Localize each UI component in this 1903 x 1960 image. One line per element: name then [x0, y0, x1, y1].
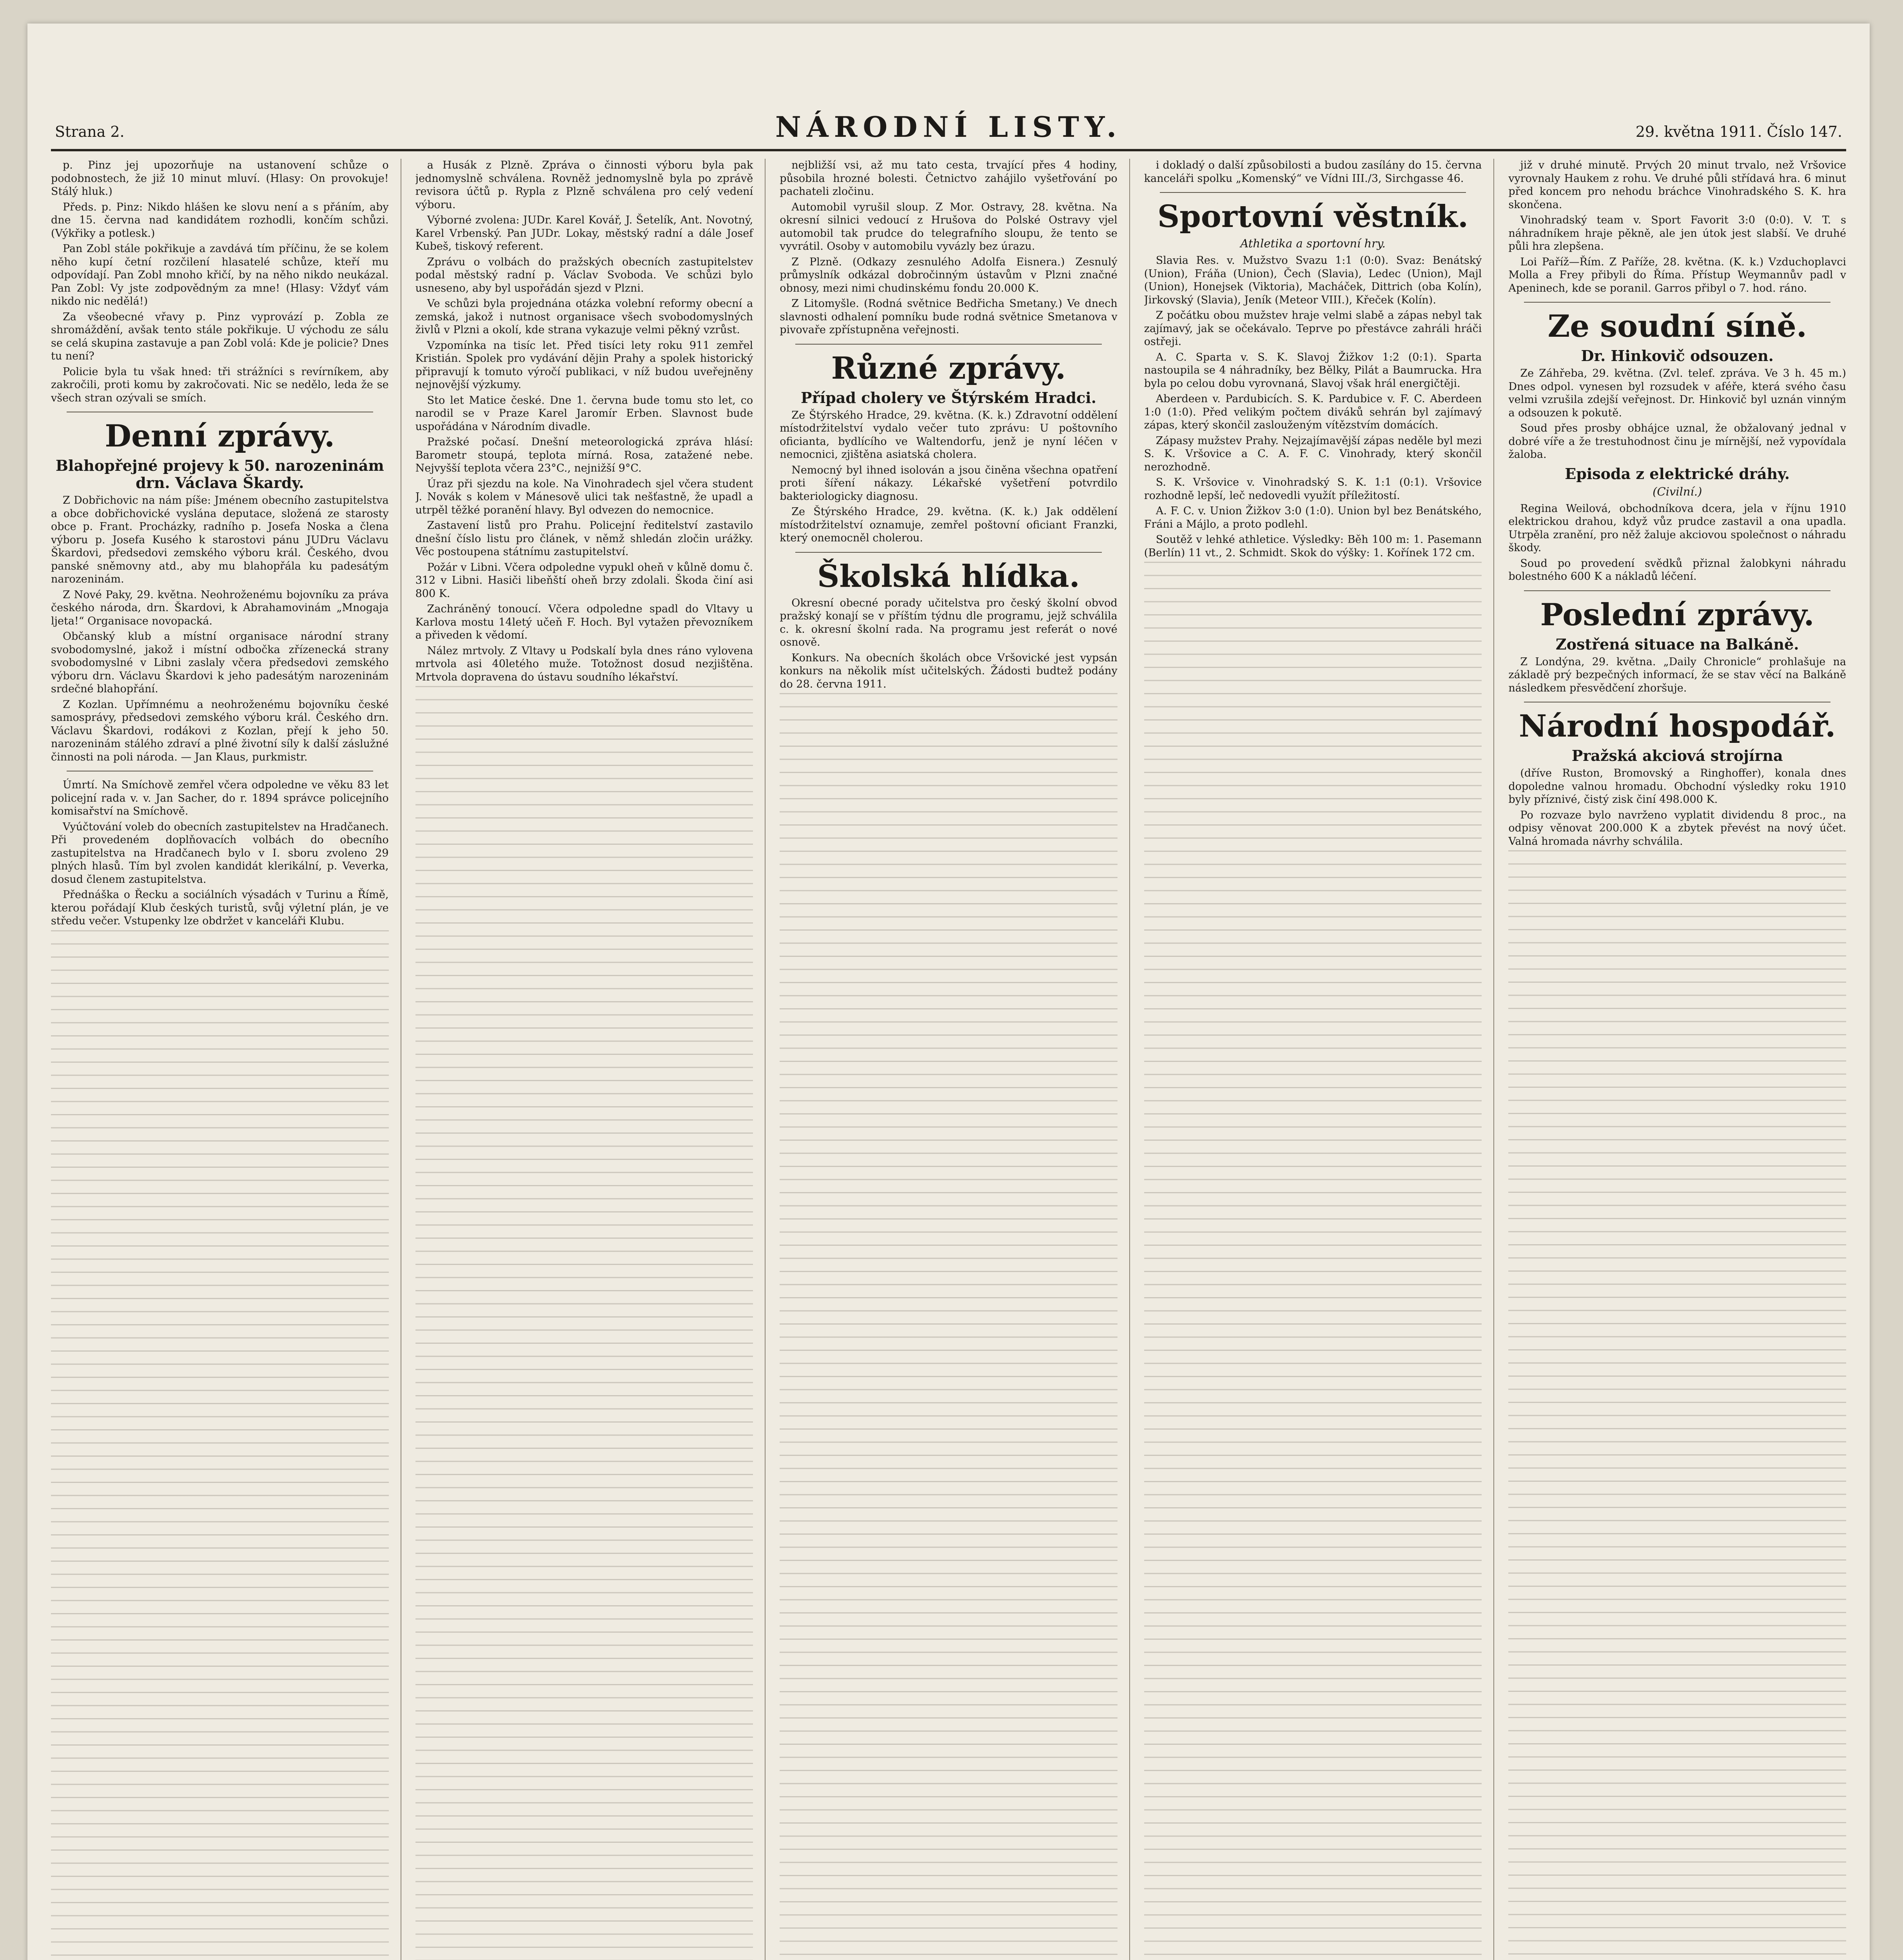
article-heading: Episoda z elektrické dráhy.	[1565, 465, 1790, 483]
article-paragraph: Pražské počasí. Dnešní meteorologická zpráva hlásí: Barometr stoupá, teplota mírná. Rosa, zatažené nebe. Nejvyšší teplota včera 23°C., nejnižší 9°C.	[415, 436, 753, 474]
article-paragraph: Z Litomyšle. (Rodná světnice Bedřicha Smetany.) Ve dnech slavnosti odhalení pomníku bude rodná světnice Smetanova v pivovaře zpřístupněna veřejnosti.	[780, 298, 1117, 336]
article-paragraph: Nález mrtvoly. Z Vltavy u Podskalí byla dnes ráno vylovena mrtvola asi 40letého muže. Totožnost dosud nezjištěna. Mrtvola dopravena do ústavu soudního lékařství.	[415, 644, 753, 683]
article-paragraph: Z Plzně. (Odkazy zesnulého Adolfa Eisnera.) Zesnulý průmyslník odkázal dobročinným ústavům v Plzni značné obnosy, mezi nimi chudinskému fondu 20.000 K.	[780, 256, 1117, 294]
column-4	[1144, 159, 1495, 1960]
article-paragraph: Aberdeen v. Pardubicích. S. K. Pardubice v. F. C. Aberdeen 1:0 (1:0). Před velikým počtem diváků sehrán byl zajímavý zápas, který skončil zaslouženým vítězstvím domácích.	[1144, 393, 1482, 431]
issue-date: 29. května 1911. Číslo 147.	[1635, 123, 1842, 140]
article-paragraph: Zprávu o volbách do pražských obecních zastupitelstev podal městský radní p. Václav Svoboda. Ve schůzi bylo usneseno, aby byl uspořádán sjezd v Plzni.	[415, 256, 753, 294]
article-heading: Zostřená situace na Balkáně.	[1555, 635, 1799, 653]
article-heading: Případ cholery ve Štýrském Hradci.	[801, 388, 1096, 407]
subsection-heading: (Civilní.)	[1653, 485, 1702, 498]
column-5	[1508, 159, 1846, 1960]
article-paragraph: Zápasy mužstev Prahy. Nejzajímavější zápas neděle byl mezi S. K. Vršovice a C. A. F. C. Vinohrady, který skončil nerozhodně.	[1144, 434, 1482, 473]
article-paragraph: Vzpomínka na tisíc let. Před tisíci lety roku 911 zemřel Kristián. Spolek pro vydávání dějin Prahy a spolek historický připravují k tomuto výročí publikaci, v níž budou uveřejněny nejnovější výzkumy.	[415, 339, 753, 391]
article-heading: Blahopřejné projevy k 50. narozeninám drn. Václava Škardy.	[55, 457, 384, 492]
section-heading: Ze soudní síně.	[1547, 309, 1807, 344]
article-paragraph: Nemocný byl ihned isolován a jsou činěna všechna opatření proti šíření nákazy. Lékařské vyšetření potvrdilo bakteriologicky diagnosu.	[780, 464, 1117, 503]
article-paragraph: Slavia Res. v. Mužstvo Svazu 1:1 (0:0). Svaz: Benátský (Union), Fráňa (Union), Čech (Slavia), Ledec (Union), Majl (Union), Honejsek (Viktoria), Macháček, Dittrich (oba Kolín), Jirkovský (Slavia), Jeník (Meteor VIII.), Křeček (Kolín).	[1144, 254, 1482, 306]
masthead	[51, 102, 1846, 151]
article-paragraph: S. K. Vršovice v. Vinohradský S. K. 1:1 (0:1). Vršovice rozhodně lepší, leč nedovedli využít příležitostí.	[1144, 476, 1482, 502]
column-1	[51, 159, 401, 1960]
page-number: Strana 2.	[55, 123, 125, 140]
divider	[1524, 302, 1830, 303]
article-paragraph: (dříve Ruston, Bromovský a Ringhoffer), konala dnes dopoledne valnou hromadu. Obchodní výsledky roku 1910 byly příznivé, čistý zisk činí 498.000 K.	[1508, 767, 1846, 806]
article-paragraph: Ze Záhřeba, 29. května. (Zvl. telef. zpráva. Ve 3 h. 45 m.) Dnes odpol. vynesen byl rozsudek v aféře, která svého času velmi vzrušila zdejší veřejnost. Dr. Hinkovič byl uznán vinným a odsouzen k pokutě.	[1508, 367, 1846, 419]
newspaper-title: NÁRODNÍ LISTY.	[775, 110, 1122, 143]
article-paragraph: Soud přes prosby obhájce uznal, že obžalovaný jednal v dobré víře a že trestuhodnost činu je mírnější, než vypovídala žaloba.	[1508, 422, 1846, 461]
divider	[1524, 590, 1830, 591]
article-paragraph: Požár v Libni. Včera odpoledne vypukl oheň v kůlně domu č. 312 v Libni. Hasiči libeňští oheň brzy zdolali. Škoda činí asi 800 K.	[415, 561, 753, 600]
newspaper-page	[27, 24, 1870, 1960]
article-paragraph: Zachráněný tonoucí. Včera odpoledne spadl do Vltavy u Karlova mostu 14letý učeň F. Hoch. Byl vytažen převozníkem a přiveden k vědomí.	[415, 603, 753, 641]
article-paragraph: Po rozvaze bylo navrženo vyplatit dividendu 8 proc., na odpisy věnovat 200.000 K a zbytek převést na nový účet. Valná hromada návrhy schválila.	[1508, 809, 1846, 848]
article-paragraph: Soud po provedení svědků přiznal žalobkyni náhradu bolestného 600 K a nákladů léčení.	[1508, 557, 1846, 583]
article-paragraph: Okresní obecné porady učitelstva pro český školní obvod pražský konají se v příštím týdnu dle programu, jejž schválila c. k. okresní školní rada. Na programu jest referát o nové osnově.	[780, 597, 1117, 648]
article-paragraph: Konkurs. Na obecních školách obce Vršovické jest vypsán konkurs na několik míst učitelských. Žádosti budtež podány do 28. června 1911.	[780, 652, 1117, 690]
article-paragraph: Úraz při sjezdu na kole. Na Vinohradech sjel včera student J. Novák s kolem v Mánesově ulici tak nešťastně, že upadl a utrpěl těžké poranění hlavy. Byl odvezen do nemocnice.	[415, 477, 753, 516]
article-heading: Dr. Hinkovič odsouzen.	[1581, 347, 1774, 365]
article-paragraph: již v druhé minutě. Prvých 20 minut trvalo, než Vršovice vyrovnaly Haukem z rohu. Ve druhé půli střídavá hra. 6 minut před koncem pro nehodu bráchce Vinohradského S. K. hra skončena.	[1508, 159, 1846, 211]
text-continuation	[415, 686, 753, 1960]
article-paragraph: Zastavení listů pro Prahu. Policejní ředitelství zastavilo dnešní číslo listu pro článek, v němž shledán zločin urážky. Věc postoupena státnímu zastupitelství.	[415, 519, 753, 558]
article-paragraph: Z Londýna, 29. května. „Daily Chronicle“ prohlašuje na základě prý bezpečných informací, že se stav věcí na Balkáně následkem přesvědčení zhoršuje.	[1508, 655, 1846, 694]
article-paragraph: Ze Štýrského Hradce, 29. května. (K. k.) Zdravotní oddělení místodržitelství vydalo večer tuto zprávu: U poštovního oficianta, bydlícího ve Waltendorfu, jenž je nyní léčen v nemocnici, zjištěna asiatská cholera.	[780, 409, 1117, 461]
section-heading: Poslední zprávy.	[1540, 597, 1814, 633]
article-paragraph: Z Nové Paky, 29. května. Neohroženému bojovníku za práva českého národa, drn. Škardovi, k Abrahamovinám „Mnogaja ljeta!“ Organisace novopacká.	[51, 588, 389, 627]
article-columns	[51, 159, 1846, 1960]
article-paragraph: Regina Weilová, obchodníkova dcera, jela v říjnu 1910 elektrickou drahou, když vůz prudce zastavil a ona upadla. Utrpěla zranění, pro něž žaluje akciovou společnost o náhradu škody.	[1508, 502, 1846, 554]
subsection-heading: Athletika a sportovní hry.	[1240, 237, 1386, 250]
article-paragraph: a Husák z Plzně. Zpráva o činnosti výboru byla pak jednomyslně schválena. Rovněž jednomyslně byla po zprávě revisora účtů p. Rypla z Plzně schválena pro celý vedení výboru.	[415, 159, 753, 211]
column-2	[415, 159, 766, 1960]
divider	[1160, 192, 1466, 193]
article-paragraph: p. Pinz jej upozorňuje na ustanovení schůze o podobnostech, že již 10 minut mluví. (Hlasy: On provokuje! Stálý hluk.)	[51, 159, 389, 198]
article-paragraph: A. C. Sparta v. S. K. Slavoj Žižkov 1:2 (0:1). Sparta nastoupila se 4 náhradníky, bez Bělky, Pilát a Baumrucka. Hra byla po celou dobu vyrovnaná, Slavoj však hrál energičtěji.	[1144, 351, 1482, 390]
article-paragraph: Za všeobecné vřavy p. Pinz vyprovází p. Zobla ze shromáždění, avšak tento stále pokřikuje. U východu ze sálu se celá skupina zastavuje a pan Zobl volá: Kde je policie? Dnes tu není?	[51, 310, 389, 362]
article-paragraph: Automobil vyrušil sloup. Z Mor. Ostravy, 28. května. Na okresní silnici vedoucí z Hrušova do Polské Ostravy vjel automobil tak prudce do telegrafního sloupu, že tento se vyvrátil. Osoby v automobilu vyvázly bez úrazu.	[780, 201, 1117, 252]
article-paragraph: Výborné zvolena: JUDr. Karel Kovář, J. Šetelík, Ant. Novotný, Karel Vrbenský. Pan JUDr. Lokay, městský radní a dále Josef Kubeš, tiskový referent.	[415, 214, 753, 252]
text-continuation	[51, 930, 389, 1960]
article-paragraph: Vyúčtování voleb do obecních zastupitelstev na Hradčanech. Při provedeném doplňovacích volbách do obecního zastupitelstva na Hradčanech bylo v I. sboru zvoleno 29 plných hlasů. Tím byl zvolen kandidát klerikální, p. Veverka, dosud členem zastupitelstva.	[51, 820, 389, 886]
article-paragraph: Z počátku obou mužstev hraje velmi slabě a zápas nebyl tak zajímavý, jak se očekávalo. Teprve po přestávce zahráli hráči ostřeji.	[1144, 309, 1482, 348]
article-paragraph: Sto let Matice české. Dne 1. června bude tomu sto let, co narodil se v Praze Karel Jaromír Erben. Slavnost bude uspořádána v Národním divadle.	[415, 394, 753, 433]
article-paragraph: Předs. p. Pinz: Nikdo hlášen ke slovu není a s přáním, aby dne 15. června nad kandidátem rozhodli, končím schůzi. (Výkřiky a potlesk.)	[51, 201, 389, 240]
article-paragraph: Vinohradský team v. Sport Favorit 3:0 (0:0). V. T. s náhradníkem hraje pěkně, ale jen útok jest slabší. Ve druhé půli hra zlepšena.	[1508, 214, 1846, 252]
section-heading: Školská hlídka.	[817, 558, 1080, 594]
article-paragraph: Soutěž v lehké athletice. Výsledky: Běh 100 m: 1. Pasemann (Berlín) 11 vt., 2. Schmidt. Skok do výšky: 1. Kořínek 172 cm.	[1144, 534, 1482, 559]
divider	[795, 552, 1102, 553]
divider	[795, 344, 1102, 345]
text-continuation	[1508, 850, 1846, 1960]
article-paragraph: Pan Zobl stále pokřikuje a zavdává tím příčinu, že se kolem něho kupí četní rozčilení hlasatelé schůze, kteří mu odpovídají. Pan Zobl mnoho křičí, by na něho nikdo neukázal. Pan Zobl: Vy jste zodpovědným za mne! (Hlasy: Vždyť vám nikdo nic nedělá!)	[51, 243, 389, 307]
article-paragraph: nejbližší vsi, až mu tato cesta, trvající přes 4 hodiny, působila hrozné bolesti. Četnictvo zahájilo vyšetřování po pachateli zločinu.	[780, 159, 1117, 198]
section-heading: Sportovní věstník.	[1157, 199, 1469, 234]
article-paragraph: Z Kozlan. Upřímnému a neohroženému bojovníku české samosprávy, předsedovi zemského výboru král. Českého drn. Václavu Škardovi, rodákovi z Kozlan, přejí k jeho 50. narozeninám stálého zdraví a plné životní síly k další záslužné činnosti na poli národa. — Jan Klaus, purkmistr.	[51, 698, 389, 763]
text-continuation	[1144, 562, 1482, 1960]
section-heading: Denní zprávy.	[105, 418, 335, 454]
article-paragraph: A. F. C. v. Union Žižkov 3:0 (1:0). Union byl bez Benátského, Fráni a Májlo, a proto podlehl.	[1144, 505, 1482, 530]
article-paragraph: Ve schůzi byla projednána otázka volební reformy obecní a zemská, jakož i nutnost organisace všech svobodomyslných živlů v Plzni a okolí, kde strana vykazuje velmi pěkný vzrůst.	[415, 298, 753, 336]
article-paragraph: Loi Paříž—Řím. Z Paříže, 28. května. (K. k.) Vzduchoplavci Molla a Frey přibyli do Říma. Přístup Weymannův padl v Apeninech, kde se poranil. Garros přibyl o 7. hod. ráno.	[1508, 256, 1846, 294]
section-heading: Národní hospodář.	[1518, 708, 1836, 744]
article-paragraph: Ze Štýrského Hradce, 29. května. (K. k.) Jak oddělení místodržitelství oznamuje, zemřel poštovní oficiant Franzki, který onemocněl cholerou.	[780, 506, 1117, 544]
article-paragraph: Z Dobřichovic na nám píše: Jménem obecního zastupitelstva a obce dobřichovické vyslána deputace, složená ze starosty obce p. Frant. Procházky, radního p. Josefa Noska a člena výboru p. Josefa Kusého k starostovi pánu JUDru Václavu Škardovi, předsedovi zemského výboru král. Českého, dvou panské sněmovny atd., aby mu blahopřála ku padesátým narozeninám.	[51, 494, 389, 585]
article-paragraph: Úmrtí. Na Smíchově zemřel včera odpoledne ve věku 83 let policejní rada v. v. Jan Sacher, do r. 1894 správce policejního komisařství na Smíchově.	[51, 779, 389, 817]
article-heading: Pražská akciová strojírna	[1571, 747, 1783, 764]
text-continuation	[780, 693, 1117, 1960]
column-3	[780, 159, 1130, 1960]
article-paragraph: Policie byla tu však hned: tři strážníci s revírníkem, aby zakročili, proti komu by zakročovati. Nic se nedělo, leda že se všech stran ozývali se smích.	[51, 365, 389, 404]
section-heading: Různé zprávy.	[831, 350, 1066, 386]
article-paragraph: i dokladý o další způsobilosti a budou zasílány do 15. června kanceláři spolku „Komenský“ ve Vídni III./3, Sirchgasse 46.	[1144, 159, 1482, 185]
article-paragraph: Přednáška o Řecku a sociálních výsadách v Turinu a Římě, kterou pořádají Klub českých turistů, svůj výletní plán, je ve středu večer. Vstupenky lze obdržet v kanceláři Klubu.	[51, 889, 389, 927]
article-paragraph: Občanský klub a místní organisace národní strany svobodomyslné, jakož i místní odbočka zřízenecká strany svobodomyslné v Libni zaslaly včera předsedovi zemského výboru drn. Václavu Škardovi k jeho padesátým narozeninám srdečné blahopřání.	[51, 630, 389, 695]
